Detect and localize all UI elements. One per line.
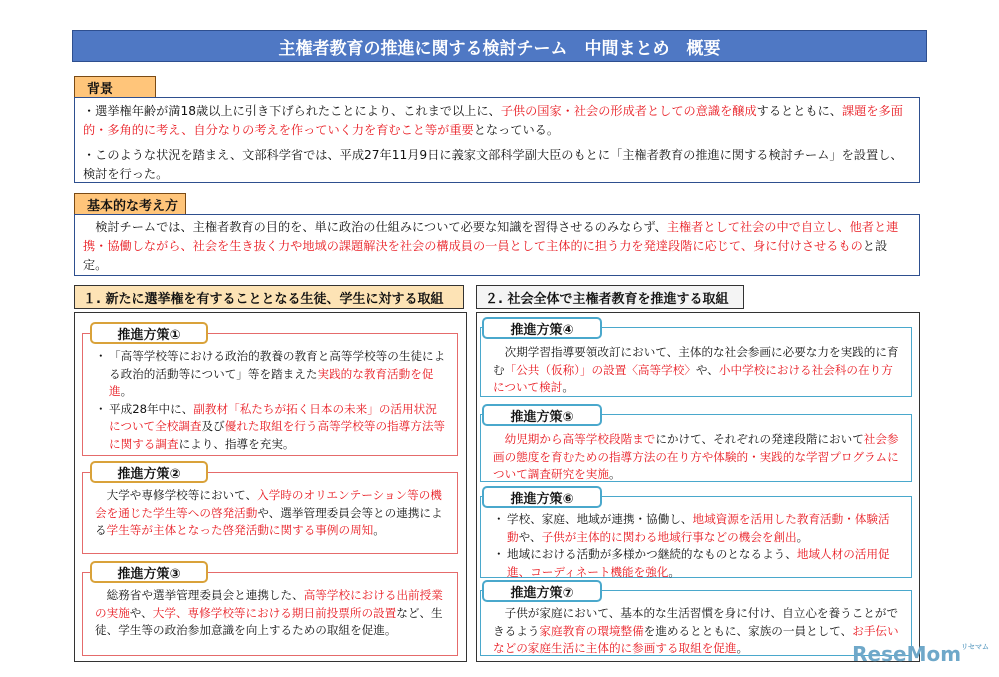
body-text: や、 — [518, 529, 542, 544]
body-text: 平成28年中に、 — [109, 401, 194, 416]
highlighted-text: 子供が主体的に関わる地域行事などの機会を創出 — [541, 529, 797, 544]
highlighted-text: 副教材「私たちが拓く日本の未来」の活用状況について全校調査 — [109, 401, 437, 433]
section1-heading: １. 新たに選挙権を有することとなる生徒、学生に対する取組 — [74, 285, 464, 309]
measure-3-label: 推進方策③ — [90, 561, 208, 583]
body-text: や、 — [129, 605, 153, 620]
measure-2-box — [82, 472, 458, 554]
body-text: 及び — [201, 419, 225, 433]
body-text: など、生徒、学生等の政治参加意識を向上するための取組を促進。 — [95, 605, 443, 637]
body-text: と設定。 — [83, 239, 888, 272]
measure-6-box — [480, 496, 912, 578]
measure-7-label: 推進方策⑦ — [482, 580, 602, 602]
body-text: 子供が家庭において、基本的な生活習慣を身に付け、自立心を養うことができるよう — [493, 606, 899, 638]
measure-2-label: 推進方策② — [90, 461, 208, 483]
body-text: 。 — [608, 467, 621, 481]
body-text: 次期学習指導要領改訂において、主体的な社会参画に必要な力を実践的に育む — [493, 345, 899, 377]
basic-concept-box — [74, 214, 920, 276]
body-text: ・選挙権年齢が満18歳以上に引き下げられたことにより、これまで以上に、 — [83, 104, 501, 118]
highlighted-text: 大学、専修学校等における期日前投票所の設置 — [152, 605, 397, 620]
body-text: 「高等学校等における政治的教養の教育と高等学校等の生徒による政治的活動等について」等を踏まえた — [109, 349, 446, 381]
body-text: 大学や専修学校等において、 — [106, 488, 258, 502]
body-text: や、 — [695, 362, 719, 377]
body-text: 地域における活動が多様かつ継続的なものとなるよう、 — [507, 547, 797, 561]
body-text: 総務省や選挙管理委員会と連携した、 — [106, 588, 304, 602]
measure-6-label: 推進方策⑥ — [482, 486, 602, 508]
body-text: 。 — [562, 380, 574, 394]
measure-6-bullet-1: ・ 学校、家庭、地域が連携・協働し、地域資源を活用した教育活動・体験活動や、子供が主体的に関わる地域行事などの機会を創出。 — [493, 512, 890, 544]
body-text: により、指導を充実。 — [178, 436, 295, 451]
measure-1-label: 推進方策① — [90, 322, 208, 344]
measure-1-bullet-1: ・ 「高等学校等における政治的教養の教育と高等学校等の生徒による政治的活動等について」等を踏まえた実践的な教育活動を促進。 — [95, 349, 446, 398]
measure-3-box — [82, 572, 458, 656]
highlighted-text: 「公共（仮称）」の設置〈高等学校〉 — [504, 362, 696, 377]
body-text: や、選挙管理委員会等との連携による — [95, 505, 443, 537]
highlighted-text: 課題を多面的・多角的に考え、自分なりの考えを作っていく力を育むこと等が重要 — [83, 104, 903, 137]
highlighted-text: 実践的な教育活動を促進 — [109, 366, 434, 398]
background-label: 背景 — [74, 76, 156, 98]
body-text: 。 — [373, 523, 385, 537]
background-box — [74, 97, 920, 183]
highlighted-text: 学生等が主体となった啓発活動に関する事例の周知 — [106, 523, 374, 537]
body-text: 。 — [796, 529, 809, 544]
highlighted-text: 小中学校における社会科の在り方について検討 — [493, 362, 893, 394]
measure-4-label: 推進方策④ — [482, 317, 602, 339]
body-text: 。 — [736, 641, 749, 655]
body-text: 。 — [668, 564, 680, 579]
highlighted-text: 社会参画の態度を育むための指導方法の在り方や体験的・実践的な学習プログラムについて調査研究を実施 — [493, 432, 899, 481]
page-title: 主権者教育の推進に関する検討チーム 中間まとめ 概要 — [72, 30, 927, 62]
highlighted-text: 子供の国家・社会の形成者としての意識を醸成 — [500, 104, 757, 118]
highlighted-text: 高等学校における出前授業の実施 — [95, 588, 443, 620]
highlighted-text: 家庭教育の環境整備 — [539, 623, 644, 638]
body-text: 。 — [120, 384, 133, 398]
basic-concept-label: 基本的な考え方 — [74, 193, 186, 215]
background-paragraph-2: ・このような状況を踏まえ、文部科学省では、平成27年11月9日に義家文部科学副大臣のもとに「主権者教育の推進に関する検討チーム」を設置し、検討を行った。 — [83, 148, 903, 181]
measure-1-bullet-2: ・ 平成28年中に、副教材「私たちが拓く日本の未来」の活用状況について全校調査及び優れた取組を行う高等学校等の指導方法等に関する調査により、指導を充実。 — [95, 401, 446, 451]
body-text: にかけて、それぞれの発達段階において — [655, 432, 864, 446]
highlighted-text: お手伝いなどの家庭生活に主体的に参画する取組を促進 — [493, 623, 899, 655]
highlighted-text: 地域資源を活用した教育活動・体験活動 — [507, 512, 890, 544]
highlighted-text: 入学時のオリエンテーション等の機会を通じた学生等への啓発活動 — [95, 488, 442, 520]
body-text: 学校、家庭、地域が連携・協働し、 — [507, 512, 693, 526]
body-text: を進めるとともに、家族の一員として、 — [643, 623, 853, 638]
resemom-watermark-logo: ReseMom$^{リセマム}$ — [852, 642, 989, 666]
highlighted-text: 地域人材の活用促進、コーディネート機能を強化 — [507, 547, 890, 579]
highlighted-text: 主権者として社会の中で自立し、他者と連携・協働しながら、社会を生き抜く力や地域の課題解決を社会の構成員の一員として主体的に担う力を発達段階に応じて、身に付けさせるもの — [83, 220, 899, 253]
body-text: となっている。 — [473, 123, 560, 137]
body-text: するとともに、 — [756, 104, 842, 118]
measure-5-label: 推進方策⑤ — [482, 404, 602, 426]
highlighted-text: 優れた取組を行う高等学校等の指導方法等に関する調査 — [109, 419, 446, 451]
body-text: 検討チームでは、主権者教育の目的を、単に政治の仕組みについて必要な知識を習得させるのみならず、 — [95, 220, 667, 234]
basic-concept-paragraph — [83, 218, 911, 275]
background-paragraph-1 — [83, 102, 911, 140]
measure-1-box — [82, 333, 458, 456]
highlighted-text: 幼児期から高等学校段階まで — [504, 432, 656, 446]
measure-6-bullet-2: ・ 地域における活動が多様かつ継続的なものとなるよう、地域人材の活用促進、コーディネート機能を強化。 — [493, 547, 890, 579]
section2-heading: ２. 社会全体で主権者教育を推進する取組 — [476, 285, 744, 309]
